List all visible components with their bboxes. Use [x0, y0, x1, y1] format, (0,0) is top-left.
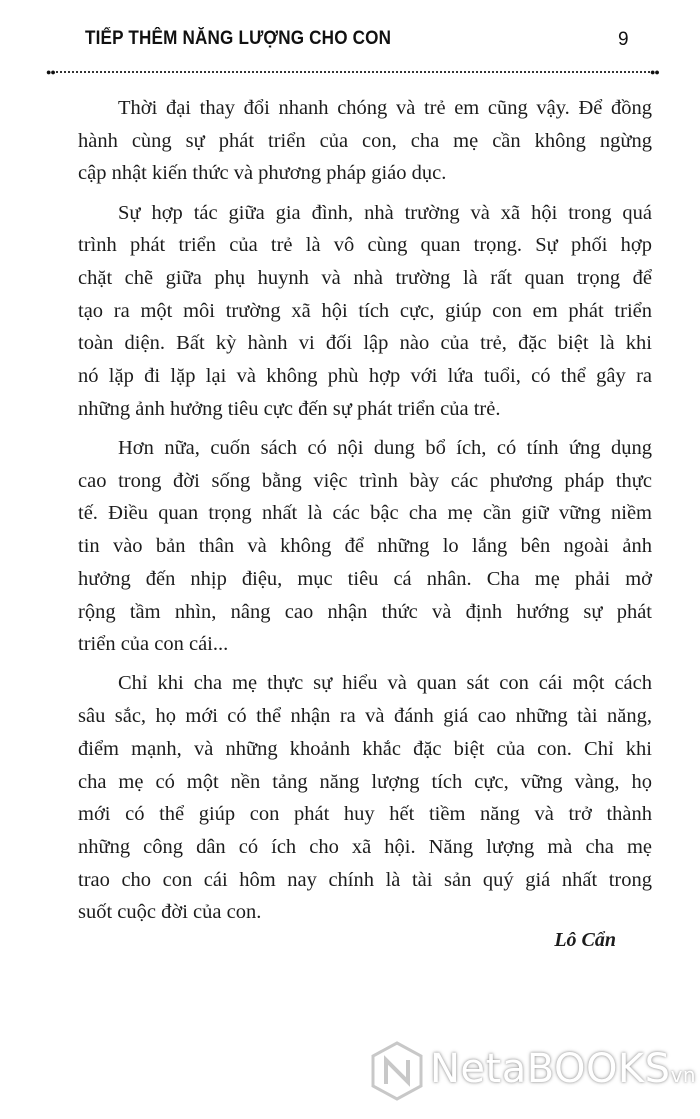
text-line: cha mẹ có một nền tảng năng lượng tích cực, vững vàng, họ [78, 770, 652, 793]
text-line: sâu sắc, họ mới có thể nhận ra và đánh giá cao những tài năng, [78, 705, 652, 728]
text-line: trình phát triển của trẻ là vô cùng quan trọng. Sự phối hợp [78, 234, 652, 257]
text-line: tạo ra một môi trường xã hội tích cực, giúp con em phát triển [78, 299, 652, 322]
text-line: Thời đại thay đổi nhanh chóng và trẻ em cũng vậy. Để đồng [118, 97, 652, 119]
text-line: những ảnh hưởng tiêu cực đến sự phát triển của trẻ. [78, 397, 501, 420]
text-line: rộng tầm nhìn, nâng cao nhận thức và định hướng sự phát [78, 600, 652, 623]
text-line: điểm mạnh, và những khoảnh khắc đặc biệt của con. Chỉ khi [78, 737, 652, 760]
text-line: cập nhật kiến thức và phương pháp giáo dục. [78, 162, 447, 185]
watermark-suffix: vn [670, 1063, 697, 1087]
header-title: TIẾP THÊM NĂNG LƯỢNG CHO CON [85, 28, 392, 49]
netabooks-logo-icon [368, 1040, 426, 1102]
text-line: tin vào bản thân và không để những lo lắng bên ngoài ảnh [78, 535, 652, 558]
watermark-brand: NetaBOOKS [430, 1046, 671, 1092]
watermark-text [430, 1046, 696, 1092]
text-line: tế. Điều quan trọng nhất là các bậc cha mẹ cần giữ vững niềm [78, 502, 652, 525]
text-line: hành cùng sự phát triển của con, cha mẹ cần không ngừng [78, 129, 652, 152]
divider-ornament-right: ●● [650, 67, 659, 77]
text-line: nó lặp đi lặp lại và không phù hợp với lứa tuổi, có thể gây ra [78, 365, 652, 388]
text-line: Chỉ khi cha mẹ thực sự hiểu và quan sát con cái một cách [118, 672, 652, 695]
text-line: trao cho con cái hôm nay chính là tài sản quý giá nhất trong [78, 868, 652, 891]
text-line: cao trong đời sống bằng việc trình bày các phương pháp thực [78, 469, 652, 492]
text-line: hưởng đến nhịp điệu, mục tiêu cá nhân. Cha mẹ phải mở [78, 567, 652, 590]
text-line: Hơn nữa, cuốn sách có nội dung bổ ích, có tính ứng dụng [118, 437, 652, 459]
text-line: mới có thể giúp con phát huy hết tiềm năng và trở thành [78, 803, 652, 826]
text-line: Sự hợp tác giữa gia đình, nhà trường và xã hội trong quá [118, 201, 652, 224]
text-line: suốt cuộc đời của con. [78, 901, 262, 924]
text-line: triển của con cái... [78, 633, 229, 656]
text-line: chặt chẽ giữa phụ huynh và nhà trường là rất quan trọng để [78, 267, 652, 289]
divider-ornament-left: ●● [46, 67, 55, 77]
netabooks-watermark [368, 1040, 698, 1104]
text-line: những công dân có ích cho xã hội. Năng lượng mà cha mẹ [78, 835, 652, 858]
page-number: 9 [618, 29, 629, 50]
author-signature: Lô Cẩn [554, 929, 616, 951]
text-line: toàn diện. Bất kỳ hành vi đối lập nào của trẻ, đặc biệt là khi [78, 332, 652, 355]
dotted-divider [52, 71, 658, 73]
